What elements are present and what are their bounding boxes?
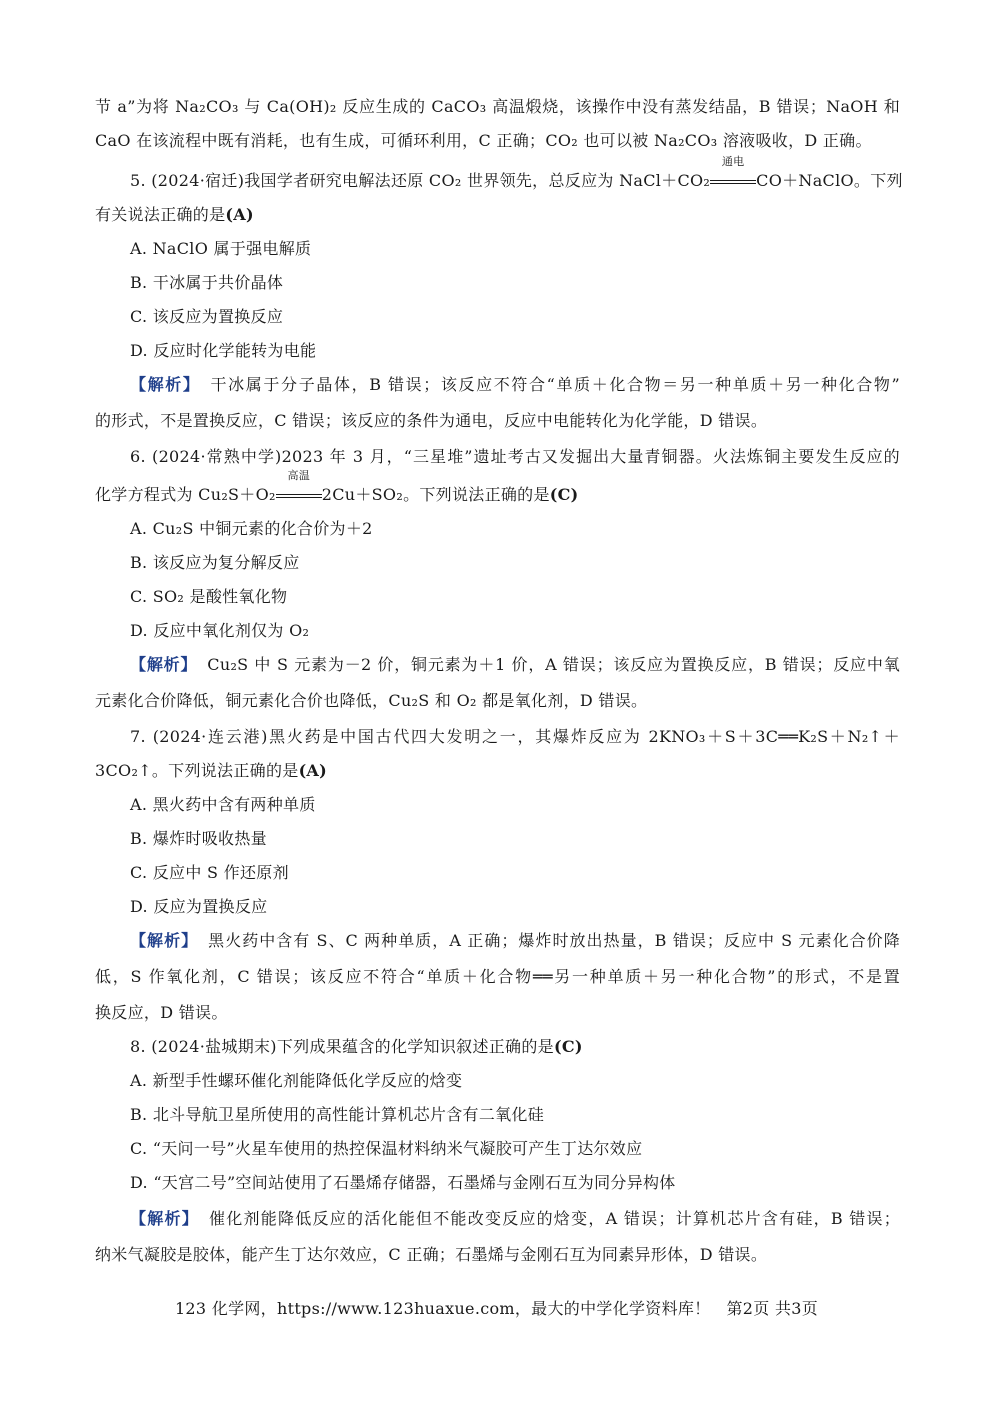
text-line [130,238,900,260]
line-text: B. 该反应为复分解反应 [130,553,300,572]
text-line [130,828,900,850]
line-text-after: 2Cu＋SO₂。下列说法正确的是 [321,485,550,504]
text-line [130,1070,900,1092]
line-text: Cu₂S 中 S 元素为－2 价，铜元素为＋1 价，A 错误；该反应为置换反应，B 错误；反应中氧 [207,655,901,674]
text-line [95,690,900,712]
text-line [130,862,900,884]
text-line [130,340,900,362]
text-line [130,620,900,642]
line-text: C. 反应中 S 作还原剂 [130,863,289,882]
line-text: 纳米气凝胶是胶体，能产生丁达尔效应，C 正确；石墨烯与金刚石互为同素异形体，D 错误。 [95,1245,768,1264]
line-text: 低，S 作氧化剂，C 错误；该反应不符合“单质＋化合物══另一种单质＋另一种化合物”的形式，不是置 [95,967,900,986]
footer-site-text: 123 化学网，https://www.123huaxue.com，最大的中学化学资料库！ [174,1299,711,1318]
text-line [95,130,900,152]
explanation-line [130,1208,900,1230]
line-text: 有关说法正确的是 [95,205,226,224]
reaction-condition: 高温 [287,469,311,482]
answer-key: (C) [553,1037,583,1056]
line-text: D. 反应为置换反应 [130,897,268,916]
line-text: 的形式，不是置换反应，C 错误；该反应的条件为通电，反应中电能转化为化学能，D 错误。 [95,411,768,430]
reaction-condition-arrow [276,469,322,506]
explanation-line [130,374,900,396]
text-line [130,306,900,328]
line-text: A. 新型手性螺环催化剂能降低化学反应的焓变 [130,1071,463,1090]
line-text: 化学方程式为 Cu₂S＋O₂ [95,485,276,504]
line-text: D. 反应中氧化剂仅为 O₂ [130,621,310,640]
line-text-after: CO＋NaClO。下列 [756,171,903,190]
line-text: 黑火药中含有 S、C 两种单质，A 正确；爆炸时放出热量，B 错误；反应中 S 元素化合价降 [208,931,901,950]
line-text: 干冰属于分子晶体，B 错误；该反应不符合“单质＋化合物＝另一种单质＋另一种化合物” [210,375,900,394]
line-text: 换反应，D 错误。 [95,1003,228,1022]
text-line [130,1104,900,1126]
line-text: 催化剂能降低反应的活化能但不能改变反应的焓变，A 错误；计算机芯片含有硅，B 错误； [209,1209,901,1228]
text-line [95,469,900,506]
line-text: A. Cu₂S 中铜元素的化合价为＋2 [130,519,373,538]
line-text: 8. (2024·盐城期末)下列成果蕴含的化学知识叙述正确的是 [130,1037,554,1056]
text-line [95,966,900,988]
text-line [95,1002,900,1024]
text-line [130,446,900,468]
reaction-condition-arrow [710,155,756,192]
explanation-line [130,930,900,952]
text-line [130,794,900,816]
text-line [95,204,900,226]
line-text: A. 黑火药中含有两种单质 [130,795,316,814]
footer-page-number: 第2页 共3页 [726,1299,819,1318]
text-line [95,96,900,118]
line-text: C. 该反应为置换反应 [130,307,284,326]
line-text: 7. (2024·连云港)黑火药是中国古代四大发明之一，其爆炸反应为 2KNO₃＋S＋3C══K₂S＋N₂↑＋ [130,727,900,746]
text-line [130,552,900,574]
explanation-label: 【解析】 [130,931,199,950]
explanation-label: 【解析】 [130,655,198,674]
line-text: C. SO₂ 是酸性氧化物 [130,587,288,606]
line-text: D. “天宫二号”空间站使用了石墨烯存储器，石墨烯与金刚石互为同分异构体 [130,1173,676,1192]
line-text: D. 反应时化学能转为电能 [130,341,317,360]
reaction-condition: 通电 [721,155,745,168]
text-line [130,518,900,540]
line-text: CaO 在该流程中既有消耗，也有生成，可循环利用，C 正确；CO₂ 也可以被 Na₂CO₃ 溶液吸收，D 正确。 [95,131,872,150]
line-text: B. 北斗导航卫星所使用的高性能计算机芯片含有二氧化硅 [130,1105,545,1124]
answer-key: (A) [298,761,328,780]
line-text: B. 爆炸时吸收热量 [130,829,267,848]
line-text: B. 干冰属于共价晶体 [130,273,284,292]
line-text: A. NaClO 属于强电解质 [130,239,312,258]
text-line [130,272,900,294]
text-line [130,1172,900,1194]
text-line [130,586,900,608]
line-text: 3CO₂↑。下列说法正确的是 [95,761,299,780]
line-text: 元素化合价降低，铜元素化合价也降低，Cu₂S 和 O₂ 都是氧化剂，D 错误。 [95,691,648,710]
answer-key: (C) [549,485,579,504]
line-text: 5. (2024·宿迁)我国学者研究电解法还原 CO₂ 世界领先，总反应为 NaCl＋CO₂ [130,171,711,190]
text-line [95,760,900,782]
text-line [130,155,903,192]
text-line [130,1138,900,1160]
explanation-label: 【解析】 [130,1209,199,1228]
text-line [130,1036,900,1058]
page-footer [0,1298,993,1320]
text-line [95,1244,900,1266]
text-line [130,726,900,748]
line-text: 6. (2024·常熟中学)2023 年 3 月，“三星堆”遗址考古又发掘出大量青铜器。火法炼铜主要发生反应的 [130,447,900,466]
explanation-label: 【解析】 [130,375,201,394]
line-text: C. “天问一号”火星车使用的热控保温材料纳米气凝胶可产生丁达尔效应 [130,1139,643,1158]
text-line [95,410,900,432]
explanation-line [130,654,900,676]
text-line [130,896,900,918]
line-text: 节 a”为将 Na₂CO₃ 与 Ca(OH)₂ 反应生成的 CaCO₃ 高温煅烧，该操作中没有蒸发结晶，B 错误；NaOH 和 [95,97,900,116]
answer-key: (A) [225,205,254,224]
